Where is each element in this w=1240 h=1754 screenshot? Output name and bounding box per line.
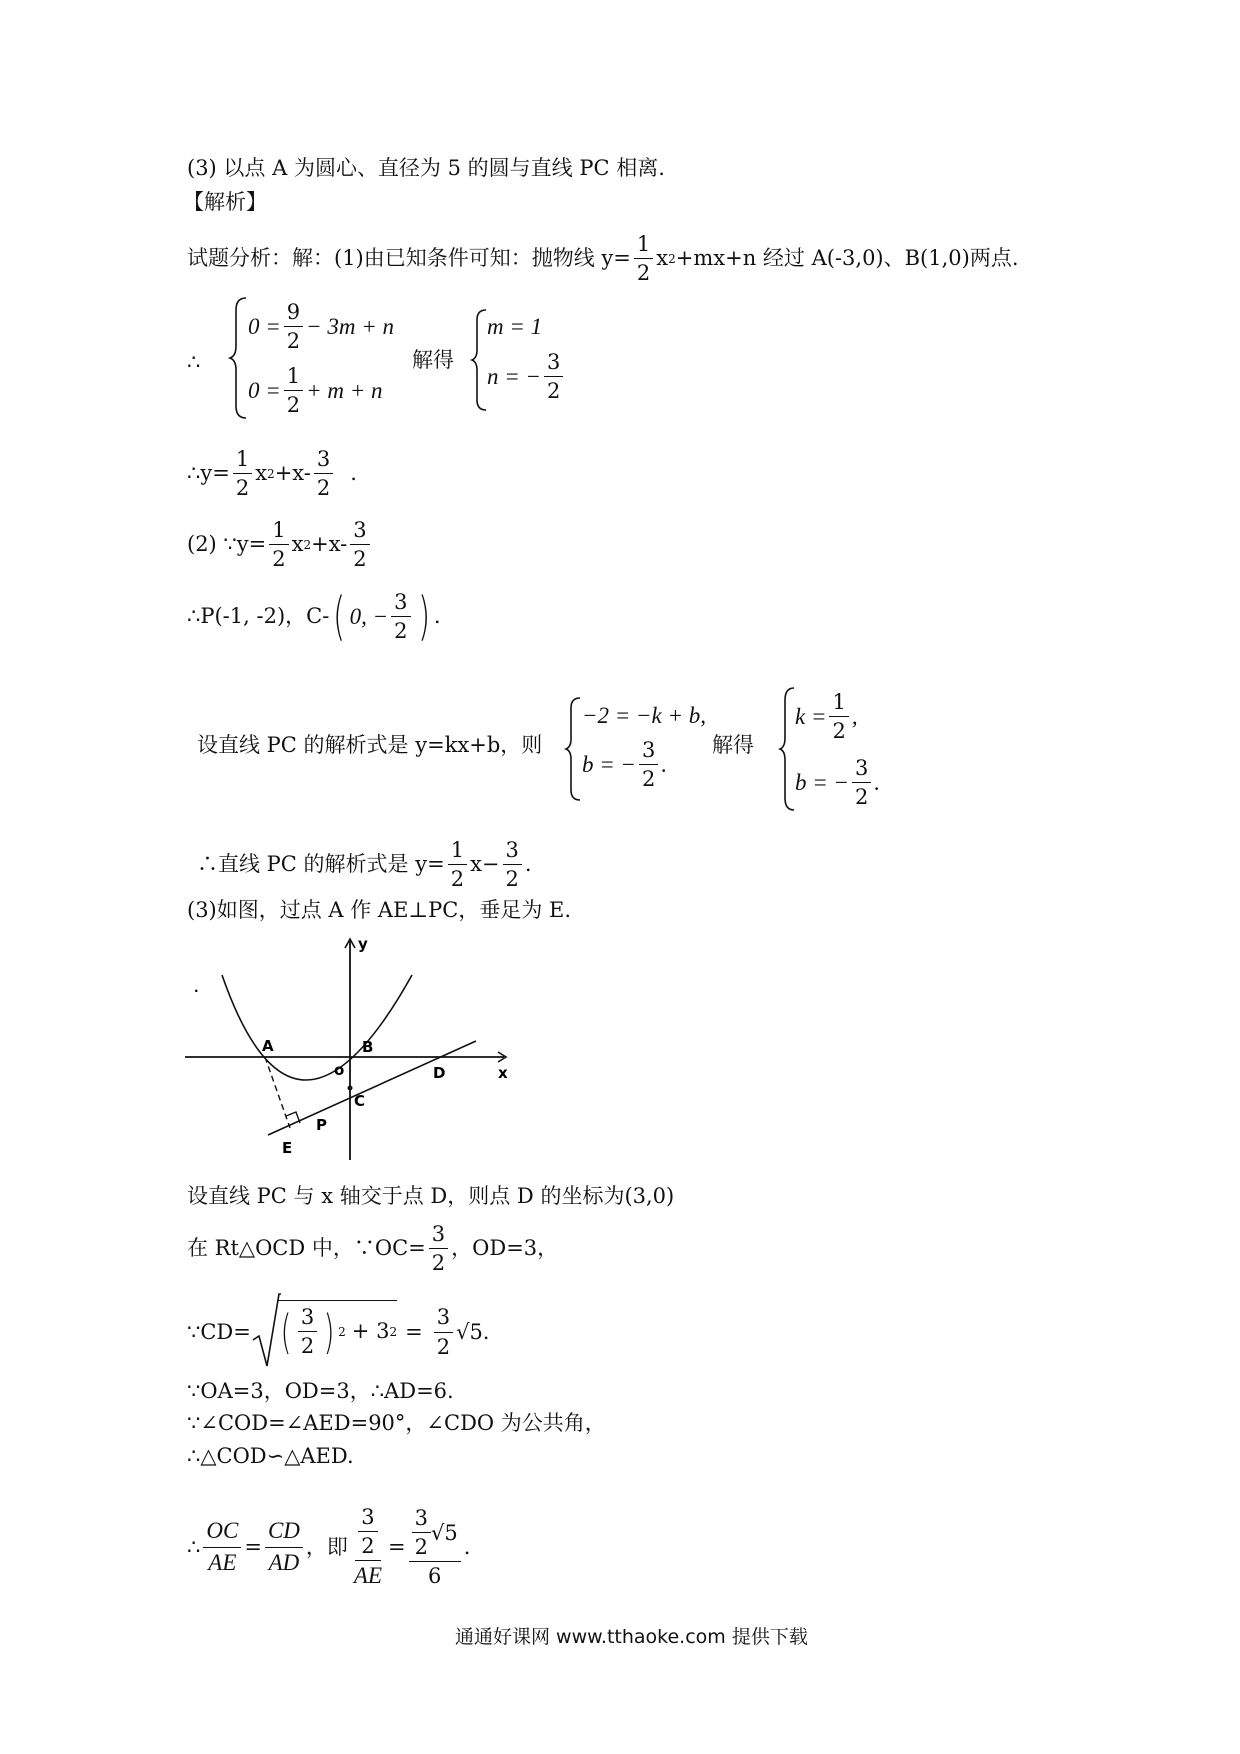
fraction-half: $\frac{1}{2}$ (634, 232, 653, 285)
points-PC: ∴P(-1, -2)，C- ( 0, − $\frac{3}{2}$ ) . (187, 586, 441, 647)
left-brace-system1 (228, 296, 250, 420)
system2-eq1: −2 = −k + b, (582, 703, 707, 728)
solve-label-2: 解得 (712, 733, 754, 757)
parabola-result: ∴y= $\frac{1}{2}$ x 2 +x- $\frac{3}{2}$ . (187, 447, 357, 501)
origin-label: o (334, 1061, 345, 1079)
part2-given: (2) ∵y= $\frac{1}{2}$ x 2 +x- $\frac{3}{2}$ (187, 518, 373, 571)
system2-eq2: b = − $\frac{3}{2}$ . (582, 738, 668, 792)
similar-triangles: ∴△COD∽△AED. (187, 1444, 354, 1468)
solution1-n: n = − $\frac{3}{2}$ (487, 350, 566, 403)
point-B-label: B (362, 1038, 374, 1056)
solution2-k: k = $\frac{1}{2}$ , (795, 690, 858, 744)
therefore-symbol: ∴ (187, 350, 201, 374)
analysis-intro: 试题分析：解：(1)由已知条件可知：抛物线 y= $\frac{1}{2}$ x 2 +mx+n 经过 A(-3,0)、B(1,0)两点. (187, 232, 1019, 286)
parabola-curve (222, 975, 412, 1080)
answer-part3: (3) 以点 A 为圆心、直径为 5 的圆与直线 PC 相离. (187, 156, 665, 180)
segment-AE (265, 1057, 290, 1128)
proportion: ∴ $\frac{OC}{AE}$ = $\frac{CD}{AD}$ ，即 $\frac{\frac{3}{2}}{AE}$ = $\frac{3}{2}$ √5 6 . (187, 1505, 471, 1589)
system1-eq2: 0 = $\frac{1}{2}$ + m + n (248, 364, 383, 418)
analysis-heading: 【解析】 (183, 190, 267, 214)
line-PC-setup: 设直线 PC 的解析式是 y=kx+b，则 (197, 733, 543, 757)
left-brace-system2 (564, 696, 584, 802)
footer-source: 通通好课网 www.tthaoke.com 提供下载 (455, 1626, 808, 1648)
common-angle: ∵∠COD=∠AED=90°，∠CDO 为公共角， (187, 1411, 606, 1435)
svg-text:·: · (194, 984, 199, 998)
system1-eq1: 0 = $\frac{9}{2}$ − 3m + n (248, 300, 395, 354)
point-D-label: D (433, 1064, 446, 1082)
y-label: y (358, 935, 368, 953)
point-D-statement: 设直线 PC 与 x 轴交于点 D，则点 D 的坐标为(3,0) (187, 1184, 675, 1208)
line-PC-result: ∴直线 PC 的解析式是 y= $\frac{1}{2}$ x− $\frac{3}{2}$ . (197, 838, 532, 892)
point-C-label: C (354, 1092, 366, 1110)
point-A-label: A (262, 1037, 274, 1055)
solution2-b: b = − $\frac{3}{2}$ . (795, 756, 881, 810)
part3-construction: (3)如图，过点 A 作 AE⊥PC，垂足为 E. (187, 898, 572, 922)
parabola-figure (182, 935, 522, 1165)
point-E-label: E (282, 1139, 293, 1157)
solve-label-1: 解得 (412, 348, 454, 372)
point-P-label: P (316, 1116, 327, 1134)
AD-length: ∵OA=3，OD=3，∴AD=6. (187, 1379, 454, 1403)
solution1-m: m = 1 (487, 314, 543, 339)
triangle-OCD: 在 Rt△OCD 中，∵OC= $\frac{3}{2}$ ，OD=3， (187, 1222, 559, 1276)
x-label: x (498, 1064, 508, 1082)
CD-length: ∵CD= ( $\frac{3}{2}$ ) 2 + 3 2 = $\frac{3}{2}$ √5. (187, 1292, 489, 1372)
